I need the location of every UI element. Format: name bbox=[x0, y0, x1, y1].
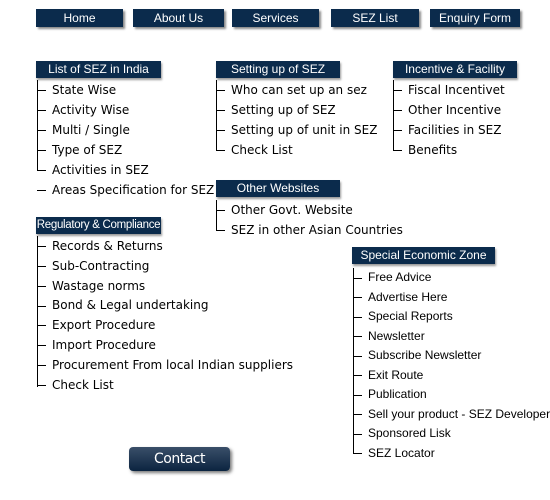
setting-up-heading: Setting up of SEZ bbox=[216, 61, 340, 78]
list-item[interactable]: Facilities in SEZ bbox=[393, 120, 505, 140]
list-item[interactable]: Areas Specification for SEZ bbox=[37, 180, 214, 200]
list-item[interactable]: Publication bbox=[353, 385, 550, 405]
list-item[interactable]: Sponsored Lisk bbox=[353, 424, 550, 444]
list-item[interactable]: Setting up of SEZ bbox=[216, 100, 377, 120]
sez-india-heading: List of SEZ in India bbox=[36, 61, 161, 78]
list-item[interactable]: Special Reports bbox=[353, 307, 550, 327]
list-item[interactable]: Activity Wise bbox=[37, 100, 214, 120]
other-websites-list bbox=[216, 200, 403, 240]
list-item[interactable]: Activities in SEZ bbox=[37, 160, 214, 180]
nav-about-button[interactable]: About Us bbox=[133, 9, 224, 27]
list-item[interactable]: Wastage norms bbox=[37, 276, 293, 296]
list-item[interactable]: Subscribe Newsletter bbox=[353, 346, 550, 366]
list-item[interactable]: Import Procedure bbox=[37, 335, 293, 355]
list-item[interactable]: Sell your product - SEZ Developer bbox=[353, 405, 550, 425]
list-item[interactable]: Export Procedure bbox=[37, 315, 293, 335]
nav-home-button[interactable]: Home bbox=[36, 9, 123, 27]
list-item[interactable]: Other Incentive bbox=[393, 100, 505, 120]
sez-india-list bbox=[37, 80, 214, 200]
list-item[interactable]: Who can set up an sez bbox=[216, 80, 377, 100]
list-item[interactable]: Type of SEZ bbox=[37, 140, 214, 160]
incentive-list bbox=[393, 80, 505, 160]
nav-services-button[interactable]: Services bbox=[232, 9, 319, 27]
list-item[interactable]: Procurement From local Indian suppliers bbox=[37, 355, 293, 375]
special-zone-list bbox=[353, 268, 550, 463]
list-item[interactable]: Setting up of unit in SEZ bbox=[216, 120, 377, 140]
list-item[interactable]: Sub-Contracting bbox=[37, 256, 293, 276]
nav-sez-list-button[interactable]: SEZ List bbox=[331, 9, 419, 27]
regulatory-heading: Regulatory & Compliance bbox=[36, 217, 161, 234]
list-item[interactable]: Bond & Legal undertaking bbox=[37, 296, 293, 315]
incentive-heading: Incentive & Facility bbox=[393, 61, 517, 78]
list-item[interactable]: State Wise bbox=[37, 80, 214, 100]
setting-up-list bbox=[216, 80, 377, 160]
special-zone-heading: Special Economic Zone bbox=[352, 247, 495, 264]
list-item[interactable]: Records & Returns bbox=[37, 236, 293, 256]
list-item[interactable]: Newsletter bbox=[353, 327, 550, 347]
list-item[interactable]: Benefits bbox=[393, 140, 505, 160]
nav-enquiry-button[interactable]: Enquiry Form bbox=[430, 9, 520, 27]
contact-button[interactable]: Contact bbox=[129, 447, 230, 471]
list-item[interactable]: Check List bbox=[216, 140, 377, 160]
list-item[interactable]: Free Advice bbox=[353, 268, 550, 288]
list-item[interactable]: Check List bbox=[37, 375, 293, 395]
list-item[interactable]: SEZ Locator bbox=[353, 444, 550, 464]
list-item[interactable]: Multi / Single bbox=[37, 120, 214, 140]
list-item[interactable]: Advertise Here bbox=[353, 288, 550, 308]
list-item[interactable]: Other Govt. Website bbox=[216, 200, 403, 220]
list-item[interactable]: SEZ in other Asian Countries bbox=[216, 220, 403, 240]
list-item[interactable]: Exit Route bbox=[353, 366, 550, 386]
regulatory-list bbox=[37, 236, 293, 396]
other-websites-heading: Other Websites bbox=[216, 180, 340, 197]
list-item[interactable]: Fiscal Incentivet bbox=[393, 80, 505, 100]
